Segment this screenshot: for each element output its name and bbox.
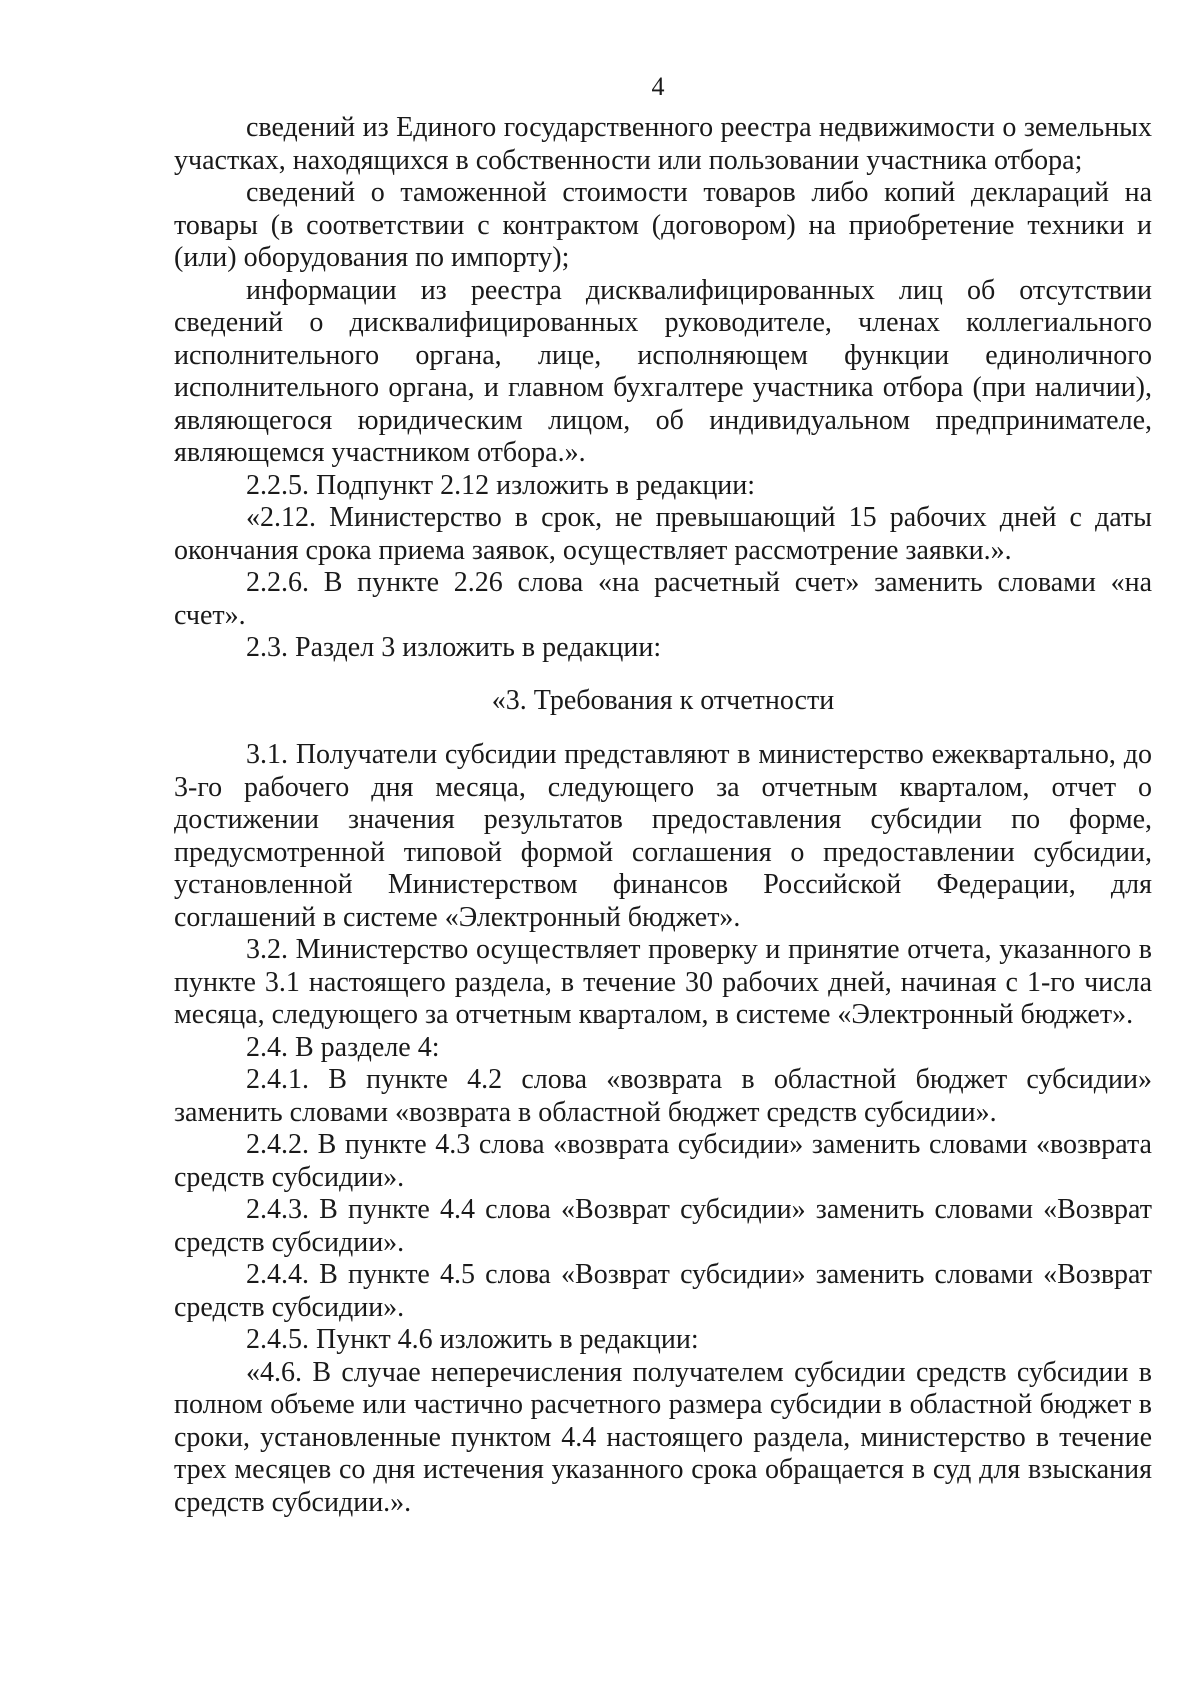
paragraph: 3.1. Получатели субсидии представляют в министерство ежеквартально, до 3-го рабочего дня месяца, следующего за отчетным кварталом, отчет о достижении значения результатов предоставления субсидии по форме, предусмотренной типовой формой соглашения о предоставлении субсидии, установленной Министерством финансов Российской Федерации, для соглашений в системе «Электронный бюджет». bbox=[174, 739, 1152, 933]
paragraph: сведений из Единого государственного реестра недвижимости о земельных участках, находящихся в собственности или пользовании участника отбора; bbox=[174, 112, 1152, 176]
paragraph: 2.4.5. Пункт 4.6 изложить в редакции: bbox=[246, 1324, 699, 1355]
paragraph: 2.4.2. В пункте 4.3 слова «возврата субсидии» заменить словами «возврата средств субсидии». bbox=[174, 1129, 1152, 1193]
paragraph: 2.2.5. Подпункт 2.12 изложить в редакции: bbox=[246, 469, 756, 501]
section-heading: «3. Требования к отчетности bbox=[491, 684, 835, 716]
paragraph: 2.4. В разделе 4: bbox=[246, 1031, 440, 1063]
paragraph: «2.12. Министерство в срок, не превышающий 15 рабочих дней с даты окончания срока приема заявок, осуществляет рассмотрение заявки.». bbox=[174, 502, 1152, 566]
paragraph: 2.4.1. В пункте 4.2 слова «возврата в областной бюджет субсидии» заменить словами «возврата в областной бюджет средств субсидии». bbox=[174, 1064, 1152, 1128]
paragraph: 2.3. Раздел 3 изложить в редакции: bbox=[246, 632, 662, 663]
paragraph: 2.2.6. В пункте 2.26 слова «на расчетный счет» заменить словами «на счет». bbox=[174, 567, 1152, 631]
paragraph: «4.6. В случае неперечисления получателем субсидии средств субсидии в полном объеме или частично расчетного размера субсидии в областной бюджет в сроки, установленные пунктом 4.4 настоящего раздела, министерство в течение трех месяцев со дня истечения указанного срока обращается в суд для взыскания средств субсидии.». bbox=[174, 1356, 1152, 1518]
document-body bbox=[174, 112, 1152, 1519]
page-number: 4 bbox=[651, 72, 665, 101]
paragraph: 2.4.3. В пункте 4.4 слова «Возврат субсидии» заменить словами «Возврат средств субсидии». bbox=[174, 1194, 1152, 1258]
paragraph: 3.2. Министерство осуществляет проверку и принятие отчета, указанного в пункте 3.1 настоящего раздела, в течение 30 рабочих дней, начиная с 1-го числа месяца, следующего за отчетным кварталом, в системе «Электронный бюджет». bbox=[174, 934, 1152, 1030]
paragraph: сведений о таможенной стоимости товаров либо копий деклараций на товары (в соответствии с контрактом (договором) на приобретение техники и (или) оборудования по импорту); bbox=[174, 177, 1152, 273]
paragraph: информации из реестра дисквалифицированных лиц об отсутствии сведений о дисквалифицированных руководителе, членах коллегиального исполнительного органа, лице, исполняющем функции единоличного исполнительного органа, и главном бухгалтере участника отбора (при наличии), являющегося юридическим лицом, об индивидуальном предпринимателе, являющемся участником отбора.». bbox=[174, 274, 1152, 468]
paragraph: 2.4.4. В пункте 4.5 слова «Возврат субсидии» заменить словами «Возврат средств субсидии». bbox=[174, 1259, 1152, 1323]
